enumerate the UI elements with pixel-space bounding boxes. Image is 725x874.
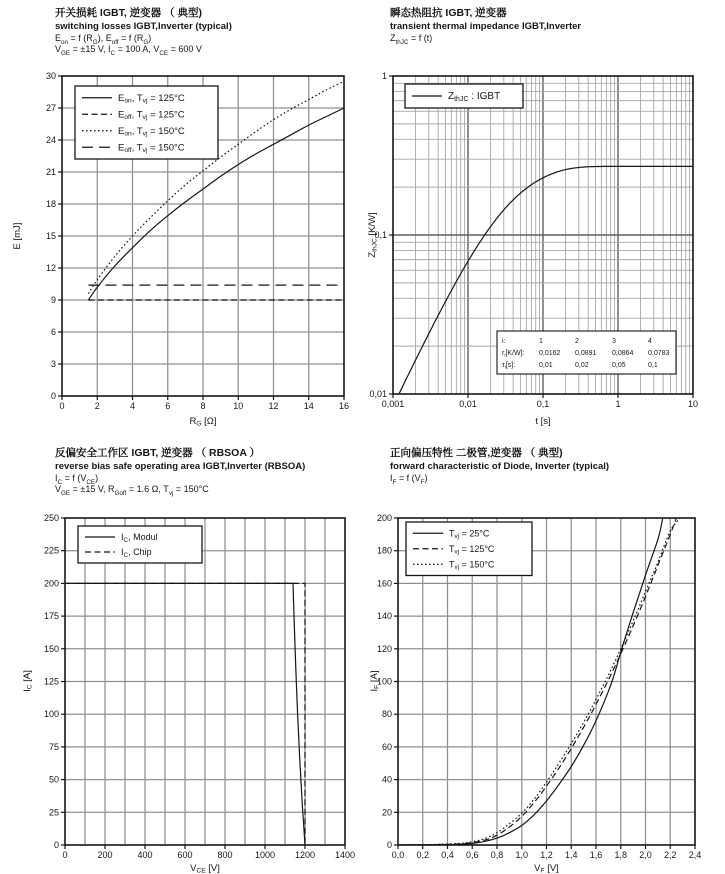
legend-label: Eoff, Tvj = 150°C <box>118 142 185 155</box>
chart-title-en: forward characteristic of Diode, Inverter (typical) <box>390 460 610 472</box>
y-tick-label: 60 <box>381 741 392 752</box>
table-cell: 0,0864 <box>612 350 634 357</box>
x-tick-label: 0,1 <box>536 399 550 409</box>
x-tick-label: 12 <box>268 401 279 411</box>
x-tick-label: 1,0 <box>515 850 529 860</box>
y-tick-label: 75 <box>48 741 59 752</box>
y-tick-label: 150 <box>43 643 59 654</box>
x-tick-label: 14 <box>303 401 314 411</box>
x-tick-label: 0,4 <box>441 850 454 860</box>
x-axis-label: VCE [V] <box>190 863 220 874</box>
y-tick-label: 15 <box>45 231 56 241</box>
x-tick-label: 0,001 <box>381 399 405 409</box>
chart-condition: $V_{GE} = \pm 15$ V, $R_{Goff} = 1.6$ Ω, $T_{vj} = 150^\circ C$ <box>55 484 209 497</box>
table-cell: 0,01 <box>539 362 553 369</box>
x-tick-label: 0,6 <box>465 850 479 860</box>
table-cell: 2 <box>575 338 579 345</box>
x-tick-label: 10 <box>687 399 699 409</box>
x-tick-label: 0,2 <box>416 850 430 860</box>
legend-label: Eon, Tvj = 125°C <box>118 92 185 105</box>
x-tick-label: 6 <box>165 401 171 411</box>
y-tick-label: 3 <box>50 359 56 369</box>
y-tick-label: 9 <box>50 295 56 305</box>
y-tick-label: 0 <box>50 391 56 401</box>
legend-label: IC, Modul <box>121 532 158 544</box>
chart-title-zh: 开关损耗 IGBT, 逆变器 （ 典型) <box>55 7 202 19</box>
thermal-impedance-chart <box>363 68 725 440</box>
x-tick-label: 1 <box>615 399 621 409</box>
y-tick-label: 125 <box>43 676 59 687</box>
y-tick-label: 50 <box>48 774 59 785</box>
chart-title-en: transient thermal impedance IGBT,Inverter <box>390 20 582 32</box>
x-tick-label: 0,8 <box>490 850 504 860</box>
panel-switching-losses <box>0 0 362 440</box>
legend-label: Tvj = 150°C <box>449 559 495 572</box>
panel-diode-forward <box>363 440 725 874</box>
x-tick-label: 16 <box>338 401 350 411</box>
chart-condition: $I_C = f$ $(V_{CE})$ <box>55 472 99 486</box>
chart-title-zh: 正向偏压特性 二极管,逆变器 （ 典型) <box>390 447 563 459</box>
legend-label: Eoff, Tvj = 125°C <box>118 109 185 122</box>
chart-title-zh: 瞬态热阻抗 IGBT, 逆变器 <box>390 7 507 19</box>
y-tick-label: 200 <box>43 578 59 589</box>
y-axis-label: IC [A] <box>22 670 34 692</box>
x-tick-label: 0 <box>59 401 65 411</box>
table-cell: 0,0162 <box>539 350 561 357</box>
foster-table <box>497 331 676 374</box>
y-tick-label: 12 <box>45 263 56 273</box>
x-tick-label: 1400 <box>334 850 356 860</box>
chart-header <box>390 7 721 44</box>
table-row-label: $\tau_i[s]$: <box>502 362 516 371</box>
y-tick-label: 21 <box>45 167 56 177</box>
x-tick-label: 0,0 <box>391 850 405 860</box>
legend <box>406 522 532 576</box>
chart-header <box>55 7 358 56</box>
table-cell: 0,02 <box>575 362 589 369</box>
y-tick-label: 200 <box>376 513 392 523</box>
y-tick-label: 1 <box>381 71 387 81</box>
x-axis-label: t [s] <box>535 416 551 427</box>
x-tick-label: 1200 <box>294 850 316 860</box>
panel-rbsoa <box>0 440 362 874</box>
x-tick-label: 1,6 <box>589 850 603 860</box>
x-tick-label: 2,4 <box>688 850 702 860</box>
chart-condition: $Z_{thJC} = f$ (t) <box>390 32 433 46</box>
x-tick-label: 1,2 <box>540 850 553 860</box>
x-tick-label: 10 <box>233 401 244 411</box>
legend-label: ZthJC : IGBT <box>448 91 501 103</box>
switching-losses-chart <box>0 68 362 440</box>
table-row-label: i: <box>502 338 506 345</box>
panel-thermal-impedance <box>363 0 725 440</box>
y-tick-label: 0,01 <box>369 389 387 399</box>
x-tick-label: 400 <box>137 850 153 860</box>
x-tick-label: 600 <box>177 850 193 860</box>
y-tick-label: 30 <box>45 71 56 81</box>
table-cell: 0,05 <box>612 362 626 369</box>
x-tick-label: 0,01 <box>459 399 477 409</box>
x-tick-label: 8 <box>200 401 206 411</box>
x-tick-label: 2,0 <box>639 850 652 860</box>
x-tick-label: 1,4 <box>564 850 578 860</box>
y-tick-label: 27 <box>45 103 56 113</box>
table-cell: 4 <box>648 338 652 345</box>
chart-condition: $I_F = f$ $(V_F)$ <box>390 472 428 486</box>
x-tick-label: 2 <box>94 401 100 411</box>
y-tick-label: 0 <box>53 840 59 850</box>
chart-header <box>390 447 721 484</box>
diode-forward-chart <box>363 510 725 874</box>
y-tick-label: 80 <box>381 709 392 720</box>
table-cell: 0,0891 <box>575 350 597 357</box>
legend <box>78 526 202 563</box>
x-axis-label: RG [Ω] <box>189 416 217 428</box>
legend <box>405 84 523 108</box>
x-tick-label: 200 <box>97 850 113 860</box>
y-tick-label: 6 <box>50 327 56 337</box>
y-axis-label: ZthJC [K/W] <box>367 212 379 258</box>
y-tick-label: 18 <box>45 199 56 209</box>
x-tick-label: 800 <box>217 850 233 860</box>
x-tick-label: 1,8 <box>614 850 628 860</box>
y-axis-label: E [mJ] <box>12 222 23 250</box>
y-tick-label: 25 <box>48 807 59 818</box>
chart-title-en: reverse bias safe operating area IGBT,Inverter (RBSOA) <box>55 460 306 472</box>
y-tick-label: 225 <box>43 545 59 556</box>
y-tick-label: 0 <box>386 840 392 850</box>
x-tick-label: 4 <box>129 401 136 411</box>
table-row-label: $r_i[K/W]$: <box>502 350 525 359</box>
y-axis-label: IF [A] <box>369 670 381 692</box>
y-tick-label: 100 <box>43 709 59 720</box>
legend-label: Tvj = 125°C <box>449 543 495 556</box>
y-tick-label: 175 <box>43 611 59 622</box>
legend-label: Tvj = 25°C <box>449 528 490 541</box>
chart-header <box>55 447 358 496</box>
chart-title-en: switching losses IGBT,Inverter (typical) <box>55 20 232 32</box>
x-tick-label: 1000 <box>254 850 276 860</box>
y-tick-label: 250 <box>43 513 59 523</box>
table-cell: 3 <box>612 338 616 345</box>
rbsoa-chart <box>0 510 362 874</box>
y-tick-label: 160 <box>376 578 392 589</box>
y-tick-label: 0,1 <box>374 230 387 240</box>
grid <box>65 518 345 845</box>
chart-condition: $E_{on} = f$ $(R_G)$, $E_{off} = f$ $(R_G)$ <box>55 32 152 46</box>
y-tick-label: 20 <box>381 807 392 818</box>
table-cell: 0,0783 <box>648 350 670 357</box>
legend-label: Eon, Tvj = 150°C <box>118 125 185 138</box>
table-cell: 0,1 <box>648 362 658 369</box>
x-tick-label: 2,2 <box>663 850 677 860</box>
legend <box>75 86 218 159</box>
y-tick-label: 180 <box>376 545 392 556</box>
x-tick-label: 0 <box>62 850 68 860</box>
chart-title-zh: 反偏安全工作区 IGBT, 逆变器 （ RBSOA ） <box>55 447 260 459</box>
y-tick-label: 40 <box>381 774 392 785</box>
y-tick-label: 100 <box>376 676 392 687</box>
table-cell: 1 <box>539 338 543 345</box>
x-axis-label: VF [V] <box>534 863 559 874</box>
y-tick-label: 120 <box>376 643 392 654</box>
y-tick-label: 24 <box>45 135 56 145</box>
legend-label: IC, Chip <box>121 547 152 559</box>
y-tick-label: 140 <box>376 611 392 622</box>
chart-condition: $V_{GE} = \pm 15$ V, $I_C = 100$ A, $V_{CE} = 600$ V <box>55 44 202 57</box>
